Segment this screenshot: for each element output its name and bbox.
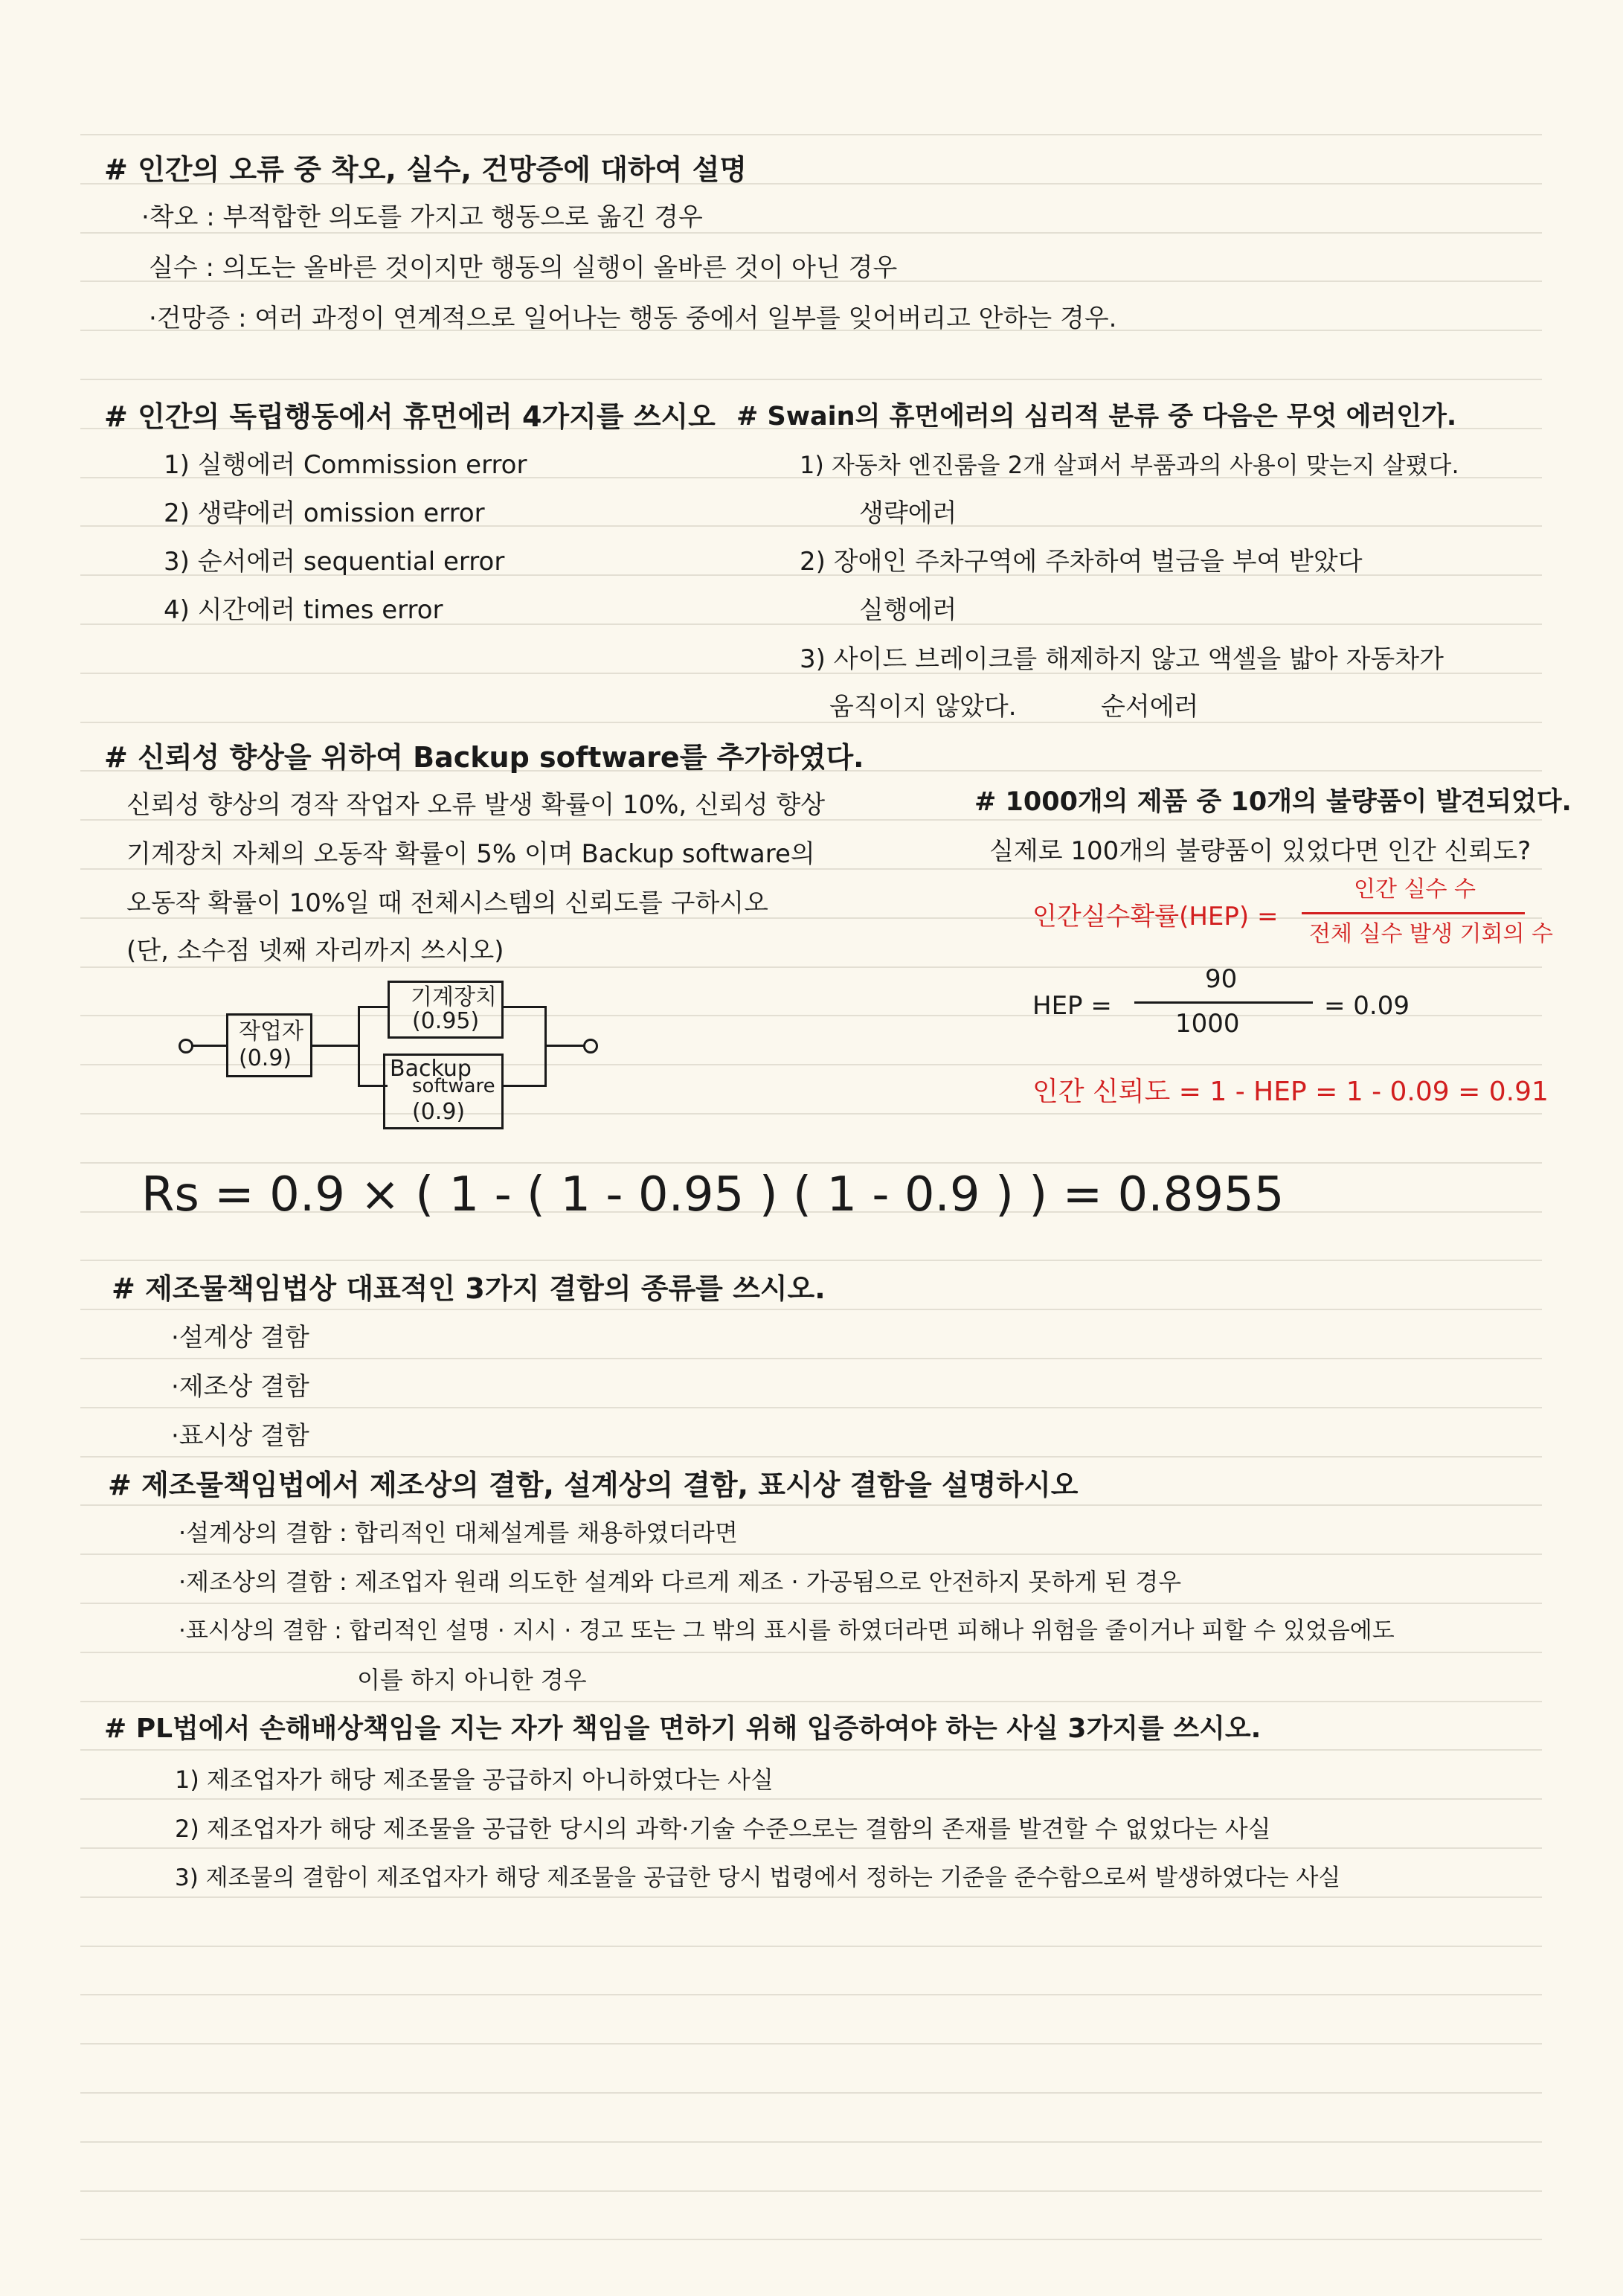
hep-definition-numerator: 인간 실수 수 (1354, 876, 1476, 902)
sec1-title: # 인간의 오류 중 착오, 실수, 건망증에 대하여 설명 (104, 153, 748, 186)
diagram-output-node (583, 1039, 598, 1054)
sec1-item-3: ·건망증 : 여러 과정이 연계적으로 일어나는 행동 중에서 일부를 잊어버리고 안하는 경우. (149, 304, 1117, 333)
ruled-line (80, 1946, 1542, 1947)
sec7-item-2: ·제조상의 결함 : 제조업자 원래 의도한 설계와 다르게 제조 · 가공됨으로 안전하지 못하게 된 경우 (179, 1568, 1182, 1596)
ruled-line (80, 1847, 1542, 1849)
sec4-line-1: 신뢰성 향상의 경작 작업자 오류 발생 확률이 10%, 신뢰성 향상 (126, 790, 826, 820)
sec1-item-1: ·착오 : 부적합한 의도를 가지고 행동으로 옮긴 경우 (141, 202, 703, 232)
diagram-wire-top-in (358, 1006, 388, 1008)
hep-definition-denominator: 전체 실수 발생 기회의 수 (1309, 921, 1553, 947)
hep-definition-label: 인간실수확률(HEP) = (1032, 902, 1279, 931)
sec2-item-1: 1) 실행에러 Commission error (164, 450, 527, 480)
worker-value: (0.9) (239, 1045, 292, 1071)
sec2-title: # 인간의 독립행동에서 휴먼에러 4가지를 쓰시오 (104, 400, 716, 433)
sec8-item-2: 2) 제조업자가 해당 제조물을 공급한 당시의 과학·기술 수준으로는 결함의 존재를 발견할 수 없었다는 사실 (175, 1815, 1271, 1843)
sec8-item-3: 3) 제조물의 결함이 제조업자가 해당 제조물을 공급한 당시 법령에서 정하는 기준을 준수함으로써 발생하였다는 사실 (175, 1864, 1341, 1891)
sec6-title: # 제조물책임법상 대표적인 3가지 결함의 종류를 쓰시오. (112, 1272, 826, 1305)
sec7-item-3-cont: 이를 하지 아니한 경우 (357, 1666, 587, 1694)
machine-value: (0.95) (412, 1008, 480, 1034)
ruled-line (80, 232, 1542, 234)
ruled-line (80, 1456, 1542, 1458)
diagram-wire-mid (310, 1045, 358, 1047)
ruled-line (80, 2043, 1542, 2045)
sec8-item-1: 1) 제조업자가 해당 제조물을 공급하지 아니하였다는 사실 (175, 1766, 774, 1794)
hep-calc-fraction-bar (1134, 1001, 1313, 1004)
ruled-line (80, 1113, 1542, 1115)
sec8-title: # PL법에서 손해배상책임을 지는 자가 책임을 면하기 위해 입증하여야 하는 사실 3가지를 쓰시오. (104, 1713, 1262, 1744)
sec6-item-3: ·표시상 결함 (171, 1421, 309, 1451)
sec3-item-3-cont: 움직이지 않았다. (829, 692, 1017, 722)
ruled-line (80, 1504, 1542, 1506)
worker-label: 작업자 (239, 1019, 303, 1045)
sec4-line-4: (단, 소수점 넷째 자리까지 쓰시오) (126, 936, 504, 966)
ruled-line (80, 1798, 1542, 1800)
diagram-split-left (358, 1006, 360, 1086)
sec3-item-2-answer: 실행에러 (859, 595, 957, 625)
sec4-line-3: 오동작 확률이 10%일 때 전체시스템의 신뢰도를 구하시오 (126, 888, 768, 918)
ruled-line (80, 1994, 1542, 1995)
sec7-title: # 제조물책임법에서 제조상의 결함, 설계상의 결함, 표시상 결함을 설명하시오 (108, 1469, 1079, 1501)
ruled-line (80, 1358, 1542, 1359)
human-reliability-result: 인간 신뢰도 = 1 - HEP = 1 - 0.09 = 0.91 (1032, 1077, 1549, 1107)
ruled-line (80, 1652, 1542, 1653)
hep-definition-fraction-bar (1302, 912, 1525, 914)
ruled-line (80, 1603, 1542, 1604)
worker-block (226, 1013, 312, 1077)
hep-calc-numerator: 90 (1205, 964, 1238, 994)
sec3-item-1-answer: 생략에러 (859, 498, 957, 528)
sec3-title: # Swain의 휴먼에러의 심리적 분류 중 다음은 무엇 에러인가. (736, 402, 1457, 432)
sec5-line-2: 실제로 100개의 불량품이 있었다면 인간 신뢰도? (989, 836, 1532, 866)
hep-calc-lhs: HEP = (1032, 991, 1112, 1021)
ruled-line (80, 1896, 1542, 1898)
sec5-title: # 1000개의 제품 중 10개의 불량품이 발견되었다. (974, 787, 1572, 817)
sec3-item-2: 2) 장애인 주차구역에 주차하여 벌금을 부여 받았다 (800, 547, 1363, 577)
diagram-input-node (179, 1039, 193, 1054)
backup-block (383, 1054, 504, 1129)
sec2-item-2: 2) 생략에러 omission error (164, 498, 485, 528)
ruled-line (80, 1309, 1542, 1310)
ruled-line (80, 2239, 1542, 2240)
ruled-line (80, 134, 1542, 135)
sec2-item-4: 4) 시간에러 times error (164, 595, 443, 625)
ruled-line (80, 722, 1542, 723)
ruled-line (80, 379, 1542, 380)
sec7-item-3: ·표시상의 결함 : 합리적인 설명 · 지시 · 경고 또는 그 밖의 표시를 하였더라면 피해나 위험을 줄이거나 피할 수 있었음에도 (179, 1617, 1395, 1644)
ruled-line (80, 966, 1542, 968)
ruled-line (80, 2190, 1542, 2192)
sec3-item-1: 1) 자동차 엔진룸을 2개 살펴서 부품과의 사용이 맞는지 살폈다. (800, 451, 1459, 479)
sec3-item-3: 3) 사이드 브레이크를 해제하지 않고 액셀을 밟아 자동차가 (800, 644, 1444, 674)
ruled-line (80, 1701, 1542, 1702)
ruled-line (80, 2141, 1542, 2143)
diagram-wire-out (547, 1045, 584, 1047)
reliability-formula: Rs = 0.9 × ( 1 - ( 1 - 0.95 ) ( 1 - 0.9 ) ) = 0.8955 (141, 1167, 1285, 1222)
hep-calc-denominator: 1000 (1175, 1009, 1240, 1039)
ruled-line (80, 2092, 1542, 2094)
ruled-line (80, 1407, 1542, 1408)
machine-label: 기계장치 (411, 984, 497, 1010)
sec7-item-1: ·설계상의 결함 : 합리적인 대체설계를 채용하였더라면 (179, 1519, 738, 1547)
sec2-item-3: 3) 순서에러 sequential error (164, 547, 505, 577)
sec4-line-2: 기계장치 자체의 오동작 확률이 5% 이며 Backup software의 (126, 839, 815, 869)
backup-sublabel: software (412, 1075, 495, 1097)
diagram-wire-top-out (501, 1006, 544, 1008)
hep-calc-result: = 0.09 (1324, 991, 1410, 1021)
backup-label: Backup (390, 1056, 472, 1082)
backup-value: (0.9) (412, 1099, 466, 1125)
sec1-item-2: 실수 : 의도는 올바른 것이지만 행동의 실행이 올바른 것이 아닌 경우 (149, 253, 898, 283)
sec6-item-2: ·제조상 결함 (171, 1372, 309, 1402)
sec3-item-3-answer: 순서에러 (1101, 692, 1199, 722)
machine-block (388, 981, 504, 1039)
ruled-line (80, 1260, 1542, 1261)
diagram-wire-bot-out (501, 1085, 544, 1087)
ruled-line (80, 1553, 1542, 1555)
ruled-line (80, 1749, 1542, 1751)
sec4-title: # 신뢰성 향상을 위하여 Backup software를 추가하였다. (104, 741, 864, 774)
ruled-line (80, 1162, 1542, 1164)
sec6-item-1: ·설계상 결함 (171, 1323, 309, 1353)
